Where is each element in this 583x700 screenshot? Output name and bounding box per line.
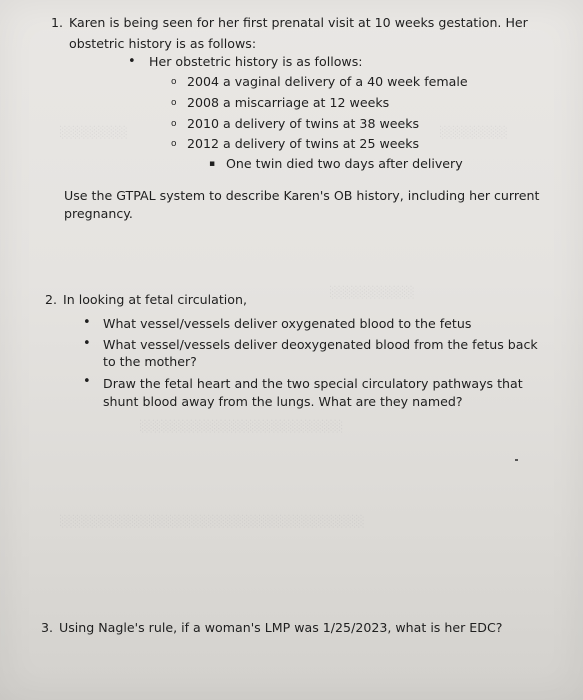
question-2-bullet: What vessel/vessels deliver oxygenated blood to the fetus: [103, 316, 472, 331]
question-3-number: 3.: [41, 620, 54, 635]
bleed-through-text: ░░░░░░░░░░: [330, 286, 415, 299]
question-2-bullet: What vessel/vessels deliver deoxygenated blood from the fetus back: [103, 337, 538, 352]
question-2-bullet: shunt blood away from the lungs. What are they named?: [103, 394, 463, 409]
bleed-through-text: ░░░░░░░░░░░░░░░░░░░░░░░░░░░░░░░░░░░░: [60, 515, 365, 528]
bullet-circle: o: [171, 77, 177, 87]
question-1-text: obstetric history is as follows:: [69, 36, 257, 51]
bullet-dot: •: [128, 54, 136, 69]
question-2-intro: In looking at fetal circulation,: [63, 292, 247, 307]
bleed-through-text: ░░░░░░░░░░░░░░░░░░░░░░░░: [140, 420, 344, 433]
bleed-through-text: ░░░░░░░░: [60, 126, 128, 139]
history-item: 2008 a miscarriage at 12 weeks: [187, 95, 390, 110]
bullet-circle: o: [171, 98, 177, 108]
question-1-task: pregnancy.: [64, 206, 133, 221]
question-2-number: 2.: [45, 292, 58, 307]
question-3-text: Using Nagle's rule, if a woman's LMP was 1/25/2023, what is her EDC?: [59, 620, 503, 635]
bullet-dot: •: [83, 336, 91, 351]
bullet-circle: o: [171, 139, 177, 149]
question-2-bullet: to the mother?: [103, 354, 197, 369]
history-item: 2010 a delivery of twins at 38 weeks: [187, 116, 420, 131]
obstetric-history-heading: Her obstetric history is as follows:: [149, 54, 363, 69]
question-1-task: Use the GTPAL system to describe Karen's OB history, including her current: [64, 188, 540, 203]
bullet-circle: o: [171, 119, 177, 129]
bullet-dot: •: [83, 315, 91, 330]
question-1-number: 1.: [51, 15, 64, 30]
pen-mark: [515, 459, 518, 461]
question-1-text: Karen is being seen for her first prenatal visit at 10 weeks gestation. Her: [69, 15, 528, 30]
question-2-bullet: Draw the fetal heart and the two special circulatory pathways that: [103, 376, 523, 391]
history-detail: One twin died two days after delivery: [226, 156, 463, 171]
history-item: 2012 a delivery of twins at 25 weeks: [187, 136, 420, 151]
history-item: 2004 a vaginal delivery of a 40 week female: [187, 74, 468, 89]
bleed-through-text: ░░░░░░░░: [440, 126, 508, 139]
bullet-dot: •: [83, 374, 91, 389]
bullet-square: ▪: [209, 159, 216, 169]
